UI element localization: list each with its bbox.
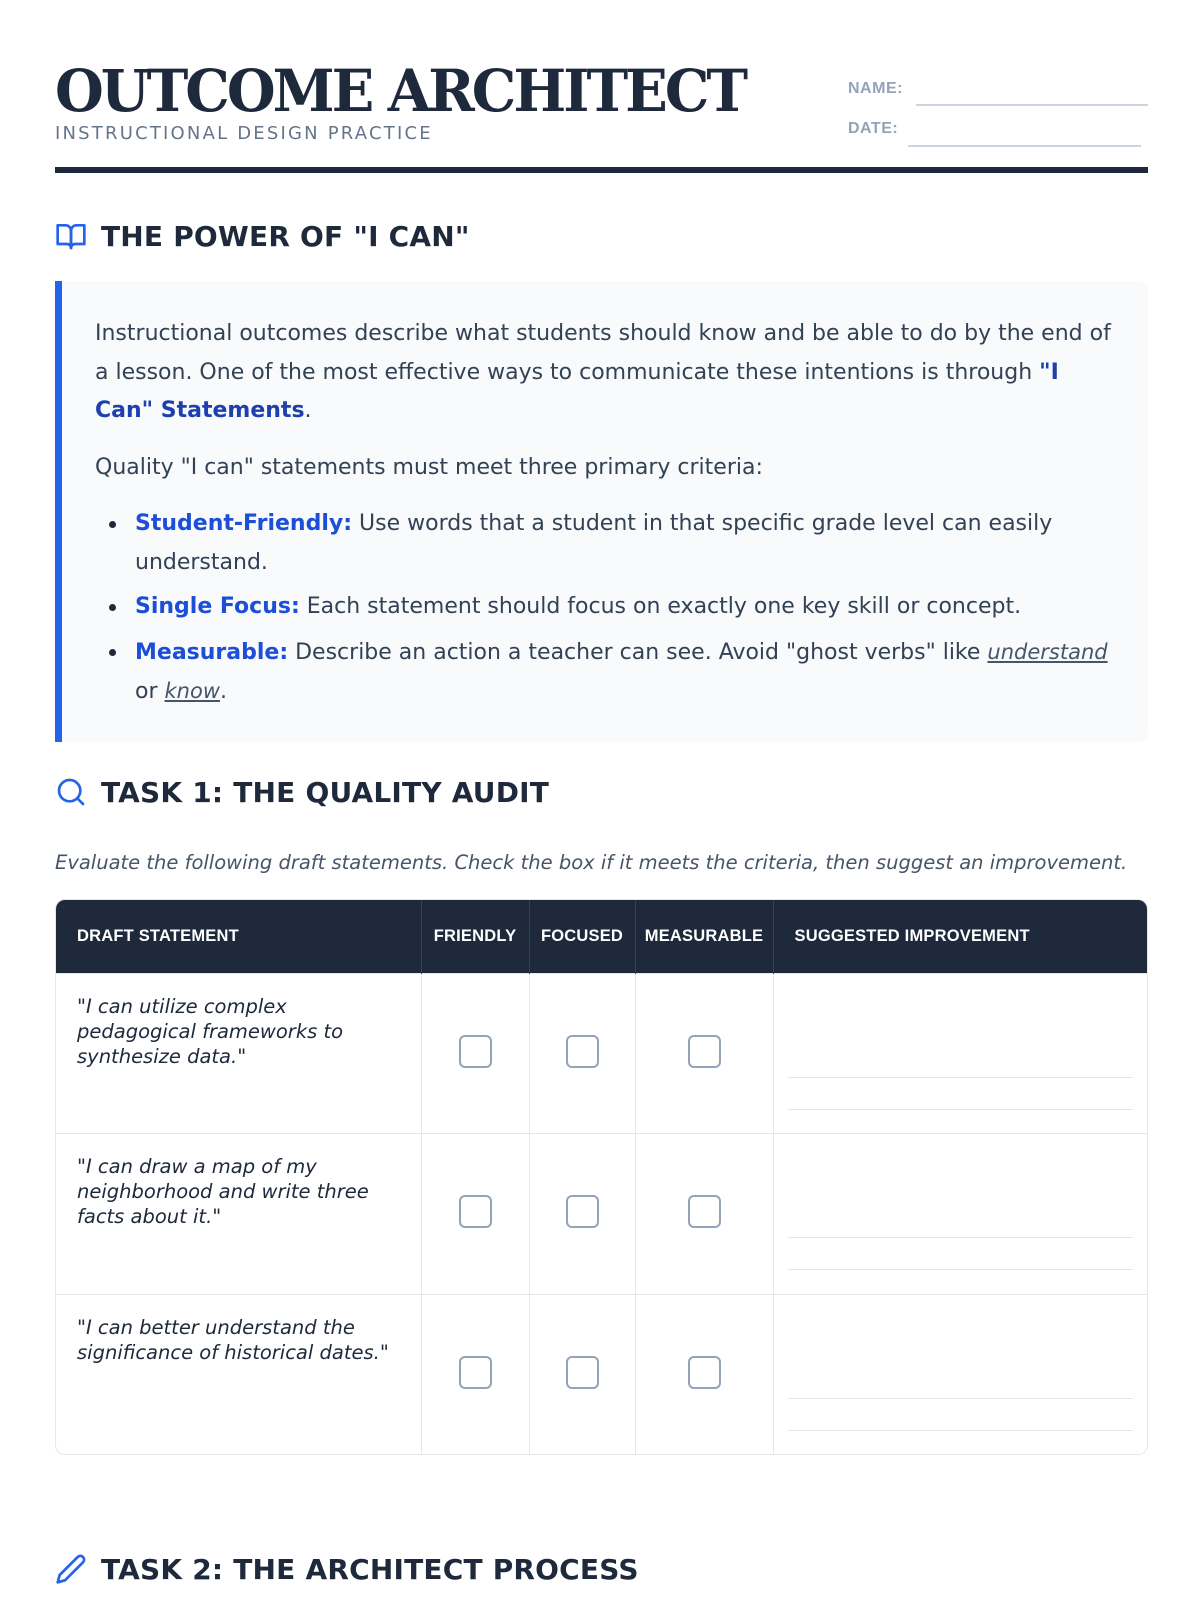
task1-instruction: Evaluate the following draft statements. Check the box if it meets the criteria, then suggest an improvement. [55, 851, 1128, 874]
worksheet-page [55, 0, 1148, 1586]
ghost-verb: know [164, 679, 220, 703]
writing-line [788, 1430, 1134, 1431]
i-can-callout [55, 281, 1148, 742]
intro-heading-text: THE POWER OF "I CAN" [101, 219, 470, 253]
focused-checkbox[interactable] [566, 1195, 599, 1228]
criteria-intro: Quality "I can" statements must meet three primary criteria: [95, 454, 763, 480]
ghost-verb: understand [987, 639, 1108, 664]
writing-line [788, 1398, 1134, 1399]
header-divider [55, 167, 1148, 173]
column-header: FOCUSED [529, 900, 635, 973]
criteria-text: or [135, 679, 165, 704]
criteria-text: Use words that a student in that specific grade level can easily understand. [135, 511, 1053, 575]
column-header: MEASURABLE [635, 900, 773, 973]
improvement-field[interactable] [773, 973, 1147, 1134]
page-title: OUTCOME ARCHITECT [55, 56, 746, 126]
improvement-field[interactable] [773, 1294, 1147, 1455]
intro-paragraph [95, 315, 1118, 431]
page-subtitle: INSTRUCTIONAL DESIGN PRACTICE [55, 123, 433, 144]
draft-statement: "I can utilize complex pedagogical frameworks to synthesize data." [56, 973, 421, 1134]
list-item [135, 633, 1118, 712]
criteria-term: Measurable: [135, 639, 289, 665]
intro-text: Instructional outcomes describe what students should know and be able to do by the end of a lesson. One of the most effective ways to communicate these intentions is through [95, 321, 1111, 385]
improvement-field[interactable] [773, 1134, 1147, 1295]
search-icon [55, 776, 87, 808]
friendly-checkbox[interactable] [459, 1035, 492, 1068]
writing-line [788, 1237, 1134, 1238]
list-item [135, 588, 1118, 627]
draft-statement: "I can draw a map of my neighborhood and write three facts about it." [56, 1134, 421, 1295]
column-header: FRIENDLY [421, 900, 529, 973]
focused-checkbox[interactable] [566, 1035, 599, 1068]
criteria-text: Describe an action a teacher can see. Avoid "ghost verbs" like [288, 639, 988, 665]
table-row [56, 1294, 1147, 1455]
draft-statement: "I can better understand the significance of historical dates." [56, 1294, 421, 1455]
task2-heading-text: TASK 2: THE ARCHITECT PROCESS [101, 1552, 639, 1586]
measurable-checkbox[interactable] [688, 1035, 721, 1068]
intro-heading [55, 216, 470, 256]
task1-heading [55, 772, 549, 812]
task1-heading-text: TASK 1: THE QUALITY AUDIT [101, 775, 550, 809]
i-can-term: "I Can" Statements [95, 359, 1059, 423]
table-row [56, 1134, 1147, 1295]
writing-line [788, 1269, 1134, 1270]
writing-line [788, 1077, 1134, 1078]
pencil-icon [55, 1553, 87, 1585]
table-row [56, 973, 1147, 1134]
name-field[interactable] [916, 104, 1148, 106]
quality-audit-table [55, 899, 1148, 1455]
friendly-checkbox[interactable] [459, 1356, 492, 1389]
measurable-checkbox[interactable] [688, 1356, 721, 1389]
criteria-text: Each statement should focus on exactly one key skill or concept. [299, 594, 1022, 619]
table-header-row [56, 900, 1147, 973]
measurable-checkbox[interactable] [688, 1195, 721, 1228]
intro-period: . [304, 398, 312, 423]
date-label: DATE: [848, 120, 899, 137]
focused-checkbox[interactable] [566, 1356, 599, 1389]
writing-line [788, 1109, 1134, 1110]
column-header: SUGGESTED IMPROVEMENT [794, 926, 1030, 945]
date-field[interactable] [908, 145, 1141, 147]
column-header: DRAFT STATEMENT [56, 900, 421, 973]
criteria-term: Single Focus: [135, 594, 300, 619]
criteria-term: Student-Friendly: [135, 511, 353, 536]
book-icon [55, 220, 87, 252]
worksheet-header [55, 0, 1148, 174]
list-item [135, 505, 1118, 582]
friendly-checkbox[interactable] [459, 1195, 492, 1228]
task2-heading [55, 1549, 639, 1589]
name-label: NAME: [848, 80, 903, 97]
criteria-text: . [220, 679, 227, 704]
criteria-list [95, 505, 1118, 712]
